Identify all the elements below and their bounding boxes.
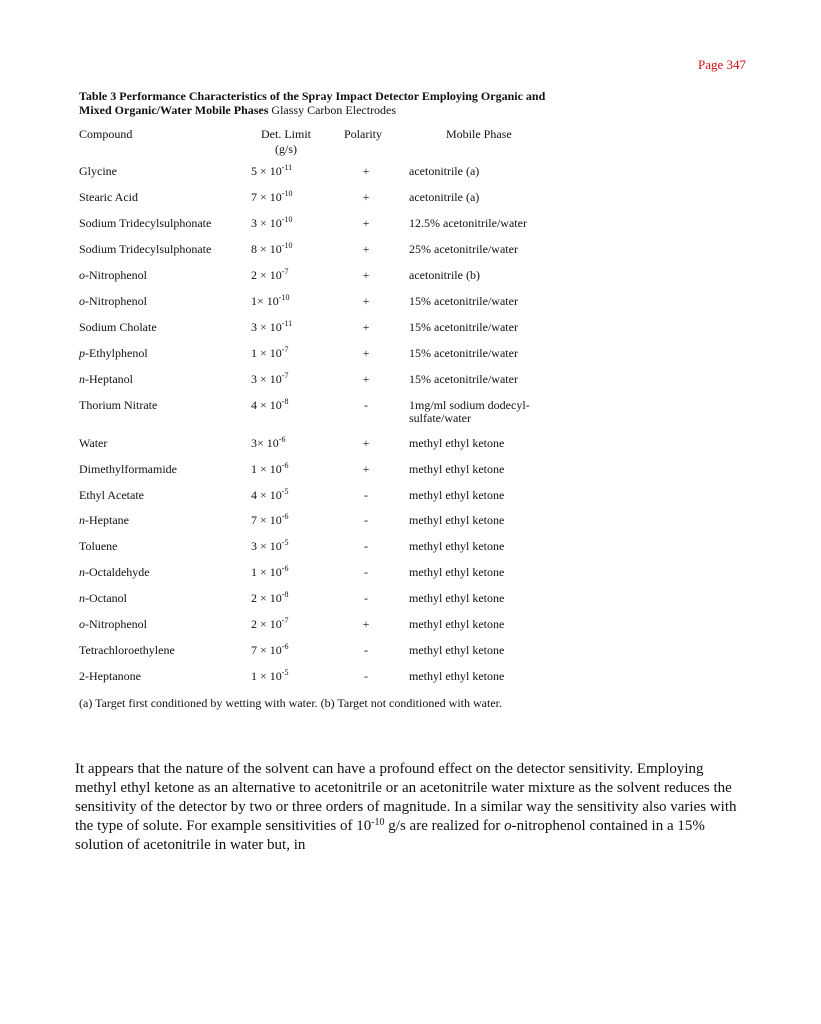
compound-name: Dimethylformamide <box>79 462 177 476</box>
cell-compound <box>79 514 129 527</box>
det-limit-mantissa: 2 × 10 <box>251 268 282 282</box>
compound-name: -Ethylphenol <box>85 346 148 360</box>
cell-mobile-phase: 15% acetonitrile/water <box>409 294 518 308</box>
cell-mobile-phase: methyl ethyl ketone <box>409 669 505 683</box>
det-limit-exponent: -10 <box>281 215 293 224</box>
det-limit-exponent: -5 <box>281 668 289 677</box>
cell-det-limit <box>251 566 288 579</box>
det-limit-mantissa: 3× 10 <box>251 436 279 450</box>
cell-det-limit <box>251 243 292 256</box>
cell-mobile-phase: 12.5% acetonitrile/water <box>409 216 527 230</box>
compound-name: Glycine <box>79 164 117 178</box>
cell-compound <box>79 540 117 553</box>
table-footnote: (a) Target first conditioned by wetting with water. (b) Target not conditioned with water. <box>79 696 502 710</box>
cell-polarity: + <box>362 320 370 334</box>
det-limit-mantissa: 1 × 10 <box>251 669 282 683</box>
det-limit-mantissa: 5 × 10 <box>251 164 282 178</box>
cell-polarity: + <box>362 268 370 282</box>
det-limit-mantissa: 3 × 10 <box>251 539 282 553</box>
cell-polarity: - <box>364 565 368 579</box>
cell-det-limit <box>251 540 288 553</box>
compound-name: -Nitrophenol <box>85 617 147 631</box>
cell-mobile-phase: methyl ethyl ketone <box>409 565 505 579</box>
cell-compound <box>79 592 127 605</box>
table-caption <box>79 89 559 117</box>
cell-compound <box>79 399 157 412</box>
compound-name: 2-Heptanone <box>79 669 141 683</box>
det-limit-exponent: -7 <box>281 616 289 625</box>
compound-prefix: o <box>79 617 85 631</box>
compound-name: Stearic Acid <box>79 190 138 204</box>
cell-mobile-phase: 1mg/ml sodium dodecyl- sulfate/water <box>409 398 530 425</box>
cell-det-limit <box>251 295 289 308</box>
cell-polarity: - <box>364 669 368 683</box>
det-limit-exponent: -6 <box>281 461 289 470</box>
cell-compound <box>79 269 147 282</box>
compound-name: -Nitrophenol <box>85 268 147 282</box>
cell-polarity: - <box>364 398 368 412</box>
header-compound: Compound <box>79 127 133 141</box>
cell-polarity: - <box>364 539 368 553</box>
cell-polarity: - <box>364 488 368 502</box>
det-limit-exponent: -5 <box>281 487 289 496</box>
cell-det-limit <box>251 191 292 204</box>
cell-det-limit <box>251 618 288 631</box>
compound-prefix: n <box>79 565 85 579</box>
cell-det-limit <box>251 217 292 230</box>
cell-compound <box>79 347 148 360</box>
cell-compound <box>79 243 211 256</box>
det-limit-mantissa: 1 × 10 <box>251 346 282 360</box>
cell-compound <box>79 295 147 308</box>
table-caption-title: Table 3 Performance Characteristics of the Spray Impact Detector Employing Organic and Mixed Organic/Water Mobile Phases <box>79 89 546 117</box>
compound-prefix: n <box>79 513 85 527</box>
compound-name: -Octaldehyde <box>85 565 150 579</box>
det-limit-mantissa: 3 × 10 <box>251 216 282 230</box>
compound-name: -Nitrophenol <box>85 294 147 308</box>
det-limit-exponent: -6 <box>278 435 286 444</box>
det-limit-mantissa: 1 × 10 <box>251 462 282 476</box>
cell-polarity: - <box>364 513 368 527</box>
cell-mobile-phase: methyl ethyl ketone <box>409 591 505 605</box>
cell-det-limit <box>251 489 288 502</box>
cell-det-limit <box>251 514 288 527</box>
cell-compound <box>79 437 107 450</box>
cell-compound <box>79 217 211 230</box>
det-limit-exponent: -8 <box>281 590 289 599</box>
cell-polarity: + <box>362 436 370 450</box>
cell-mobile-phase: acetonitrile (a) <box>409 190 480 204</box>
det-limit-mantissa: 1 × 10 <box>251 565 282 579</box>
det-limit-mantissa: 7 × 10 <box>251 643 282 657</box>
cell-mobile-phase: acetonitrile (b) <box>409 268 480 282</box>
cell-mobile-phase: 15% acetonitrile/water <box>409 320 518 334</box>
cell-polarity: + <box>362 617 370 631</box>
det-limit-mantissa: 8 × 10 <box>251 242 282 256</box>
cell-compound <box>79 373 133 386</box>
compound-prefix: n <box>79 591 85 605</box>
cell-compound <box>79 463 177 476</box>
compound-name: Sodium Cholate <box>79 320 157 334</box>
compound-name: -Heptane <box>85 513 129 527</box>
det-limit-mantissa: 4 × 10 <box>251 398 282 412</box>
cell-det-limit <box>251 592 288 605</box>
cell-compound <box>79 191 138 204</box>
cell-compound <box>79 566 150 579</box>
det-limit-exponent: -6 <box>281 512 289 521</box>
cell-polarity: + <box>362 372 370 386</box>
paragraph-text-2: g/s are realized for <box>384 818 505 834</box>
cell-mobile-phase: methyl ethyl ketone <box>409 513 505 527</box>
det-limit-exponent: -11 <box>281 319 293 328</box>
header-det-limit <box>257 127 315 157</box>
cell-compound <box>79 644 175 657</box>
cell-mobile-phase: methyl ethyl ketone <box>409 436 505 450</box>
header-det-limit-line1: Det. Limit <box>261 127 311 141</box>
det-limit-mantissa: 2 × 10 <box>251 617 282 631</box>
compound-name: Water <box>79 436 108 450</box>
cell-mobile-phase: 15% acetonitrile/water <box>409 372 518 386</box>
paragraph-exponent: -10 <box>371 817 385 828</box>
header-polarity: Polarity <box>344 127 382 141</box>
cell-mobile-phase: 15% acetonitrile/water <box>409 346 518 360</box>
compound-prefix: o <box>79 294 85 308</box>
cell-det-limit <box>251 644 288 657</box>
det-limit-mantissa: 1× 10 <box>251 294 279 308</box>
cell-compound <box>79 489 144 502</box>
cell-det-limit <box>251 399 288 412</box>
det-limit-exponent: -8 <box>281 397 289 406</box>
det-limit-exponent: -7 <box>281 345 289 354</box>
cell-det-limit <box>251 373 288 386</box>
det-limit-mantissa: 4 × 10 <box>251 488 282 502</box>
compound-name: Tetrachloroethylene <box>79 643 175 657</box>
cell-polarity: + <box>362 216 370 230</box>
det-limit-exponent: -10 <box>281 189 293 198</box>
compound-prefix: p <box>79 346 85 360</box>
cell-det-limit <box>251 269 288 282</box>
body-paragraph <box>75 760 745 855</box>
det-limit-exponent: -6 <box>281 564 289 573</box>
cell-mobile-phase: methyl ethyl ketone <box>409 617 505 631</box>
cell-mobile-phase: methyl ethyl ketone <box>409 539 505 553</box>
det-limit-mantissa: 2 × 10 <box>251 591 282 605</box>
cell-det-limit <box>251 463 288 476</box>
det-limit-mantissa: 3 × 10 <box>251 372 282 386</box>
header-mobile-phase: Mobile Phase <box>446 127 512 141</box>
compound-name: Sodium Tridecylsulphonate <box>79 242 212 256</box>
det-limit-exponent: -5 <box>281 538 289 547</box>
cell-mobile-phase: methyl ethyl ketone <box>409 643 505 657</box>
cell-mobile-phase: methyl ethyl ketone <box>409 462 505 476</box>
det-limit-exponent: -7 <box>281 267 289 276</box>
cell-mobile-phase: methyl ethyl ketone <box>409 488 505 502</box>
cell-compound <box>79 670 141 683</box>
table-caption-subtitle: Glassy Carbon Electrodes <box>268 103 397 117</box>
det-limit-exponent: -10 <box>278 293 290 302</box>
cell-det-limit <box>251 437 285 450</box>
cell-polarity: + <box>362 164 370 178</box>
cell-mobile-phase: 25% acetonitrile/water <box>409 242 518 256</box>
cell-polarity: - <box>364 643 368 657</box>
cell-det-limit <box>251 347 288 360</box>
cell-compound <box>79 321 157 334</box>
cell-compound <box>79 618 147 631</box>
det-limit-exponent: -11 <box>281 163 293 172</box>
compound-prefix: o <box>79 268 85 282</box>
compound-name: Thorium Nitrate <box>79 398 158 412</box>
det-limit-mantissa: 3 × 10 <box>251 320 282 334</box>
det-limit-mantissa: 7 × 10 <box>251 190 282 204</box>
paragraph-text-1: It appears that the nature of the solvent can have a profound effect on the detector sensitivity. Employing methyl ethyl ketone as an alternative to acetonitrile or an acetonitrile water mixture as the solvent reduces the sensitivity of the detector by two or three orders of magnitude. In a similar way the sensitivity also varies with the type of solute. For example sensitivities of 10 <box>75 761 737 834</box>
cell-det-limit <box>251 321 292 334</box>
cell-polarity: - <box>364 591 368 605</box>
header-det-limit-units: (g/s) <box>275 142 297 156</box>
paragraph-text-3: -nitrophenol contained in a 15% solution of acetonitrile in water but, in <box>75 818 705 853</box>
det-limit-exponent: -6 <box>281 642 289 651</box>
cell-mobile-phase: acetonitrile (a) <box>409 164 480 178</box>
compound-name: Toluene <box>79 539 118 553</box>
cell-polarity: + <box>362 462 370 476</box>
compound-name: -Octanol <box>85 591 127 605</box>
compound-name: Ethyl Acetate <box>79 488 144 502</box>
compound-prefix: n <box>79 372 85 386</box>
cell-polarity: + <box>362 190 370 204</box>
cell-polarity: + <box>362 294 370 308</box>
compound-name: -Heptanol <box>85 372 133 386</box>
paragraph-italic-prefix: o <box>504 818 512 834</box>
cell-polarity: + <box>362 242 370 256</box>
cell-det-limit <box>251 670 288 683</box>
det-limit-mantissa: 7 × 10 <box>251 513 282 527</box>
cell-polarity: + <box>362 346 370 360</box>
det-limit-exponent: -7 <box>281 371 289 380</box>
cell-det-limit <box>251 165 292 178</box>
page-number: Page 347 <box>698 57 747 72</box>
cell-compound <box>79 165 117 178</box>
det-limit-exponent: -10 <box>281 241 293 250</box>
compound-name: Sodium Tridecylsulphonate <box>79 216 212 230</box>
